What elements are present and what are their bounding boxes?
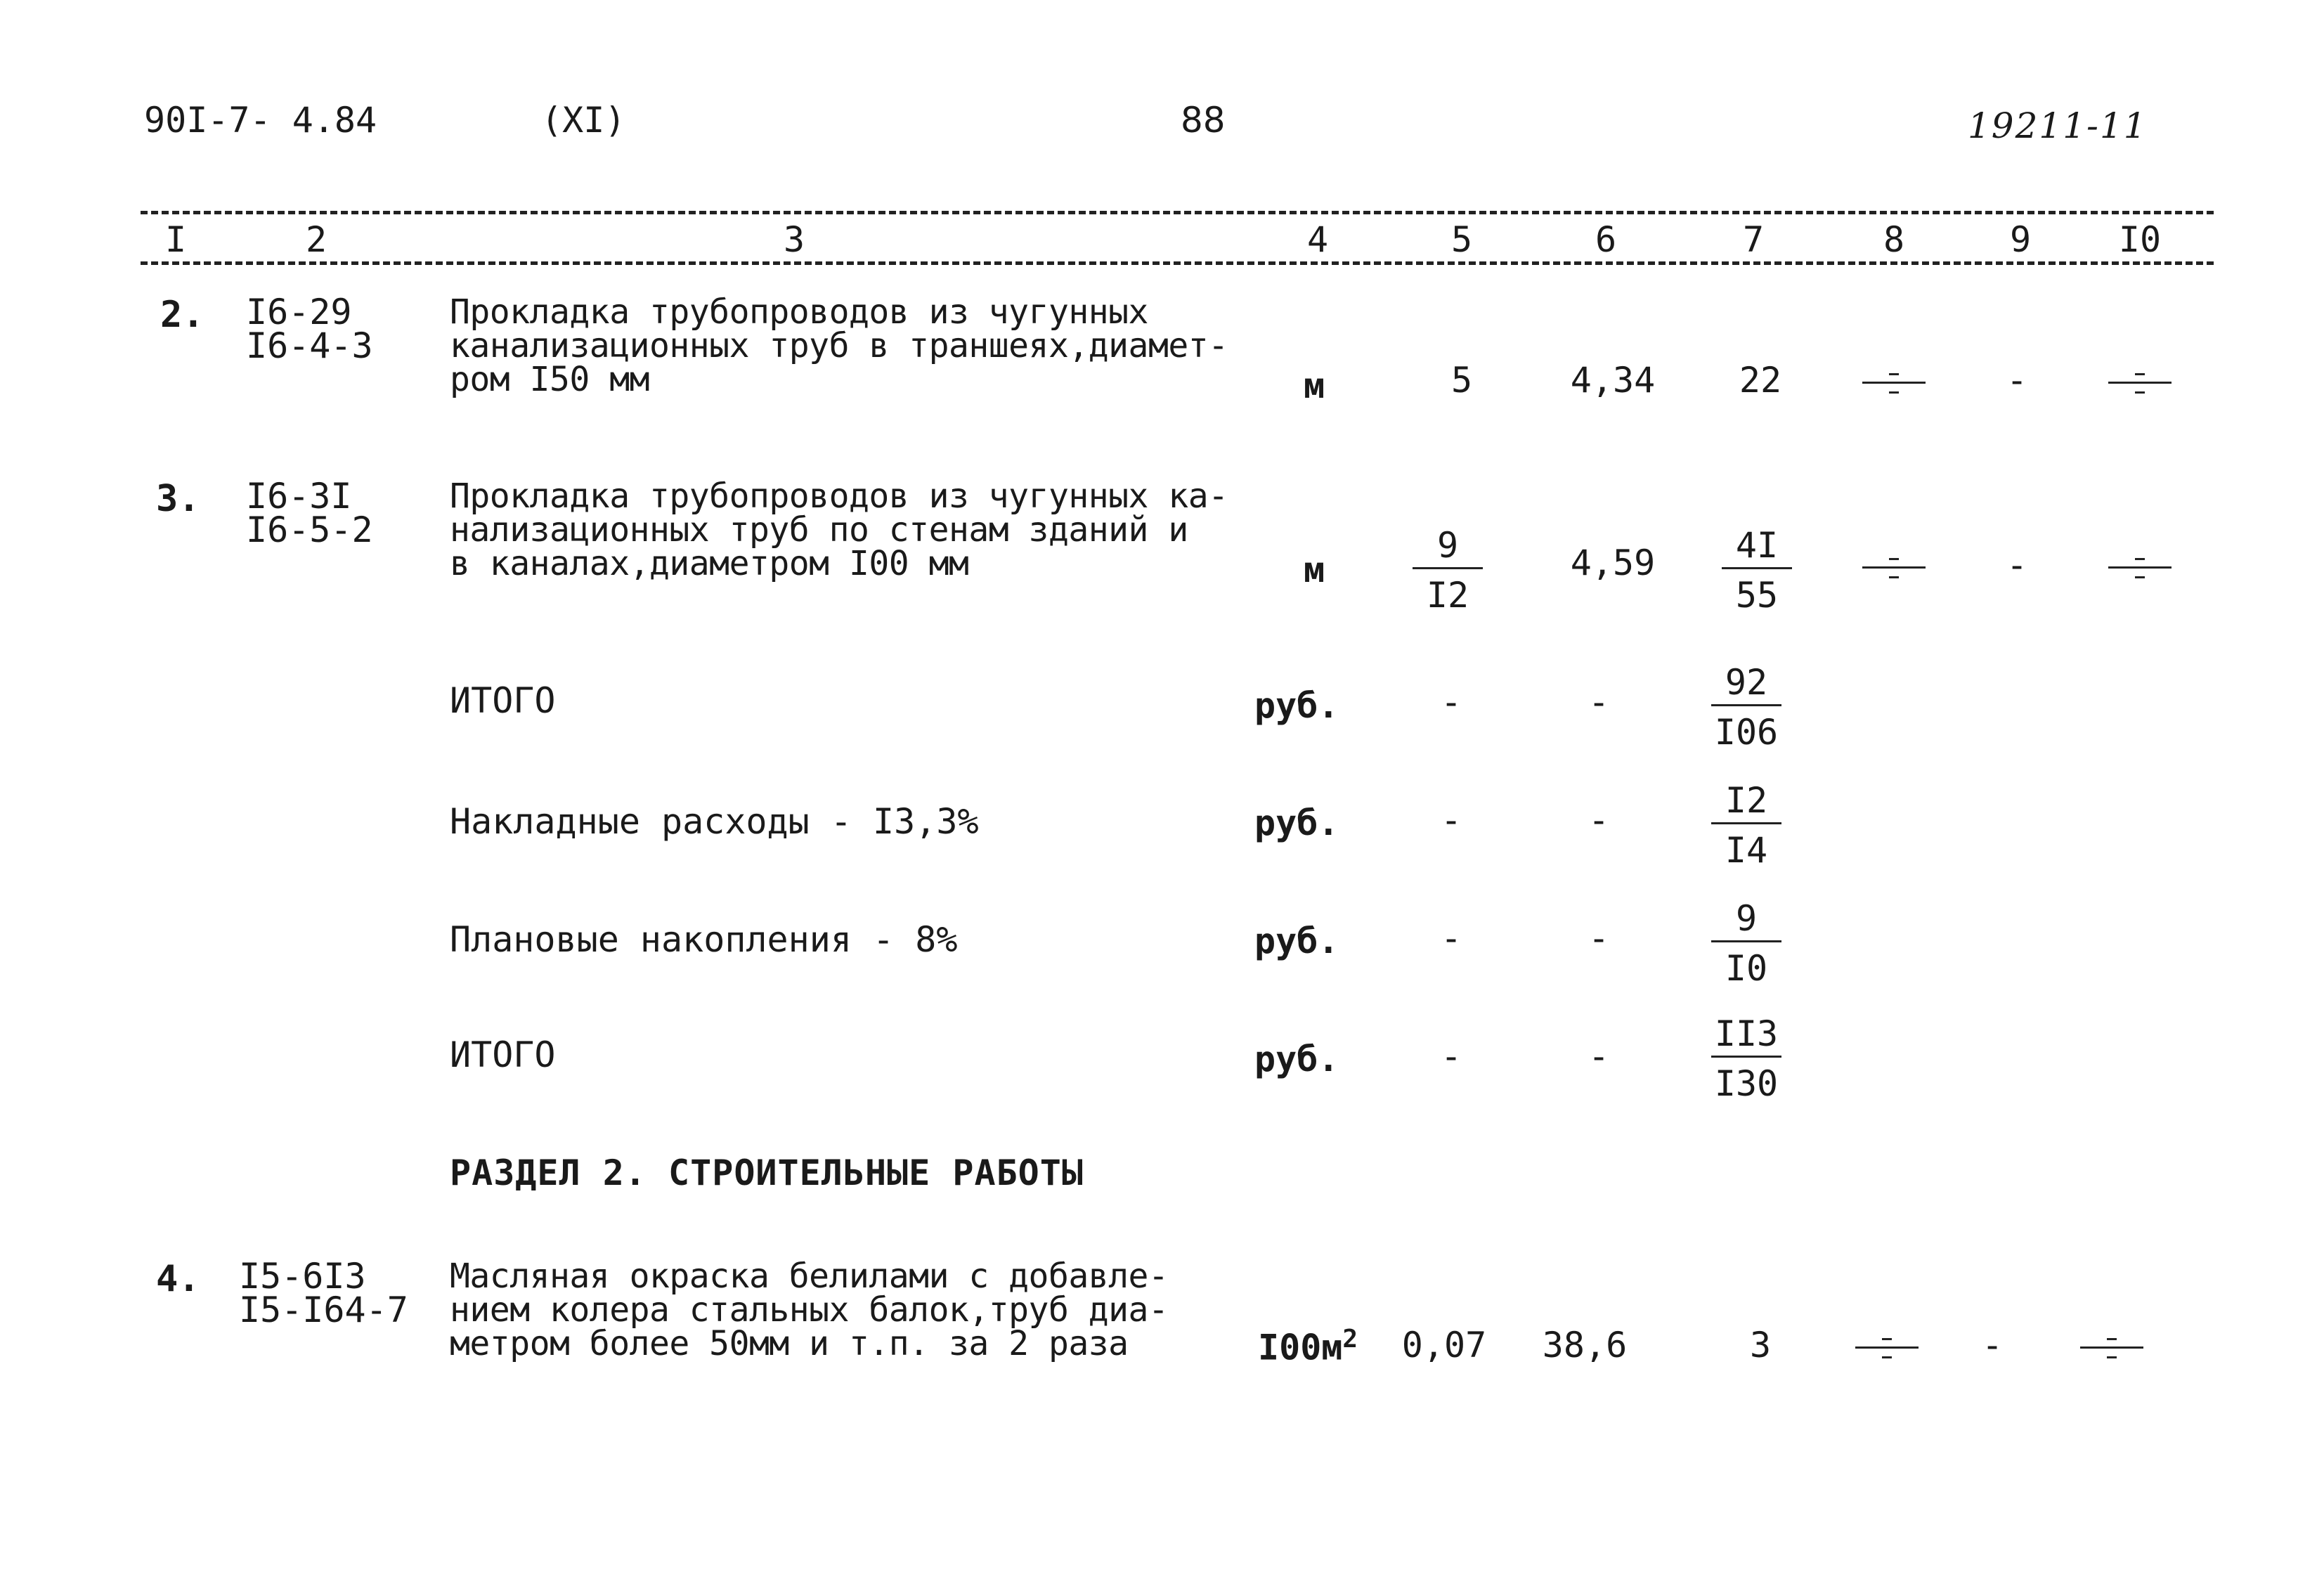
column-header-6: 6 [1595,219,1617,260]
fraction-numerator: 92 [1711,661,1781,706]
column-header-7: 7 [1742,219,1765,260]
work-description-line: нализационных труб по стенам зданий и [450,510,1188,550]
work-description-line: Прокладка трубопроводов из чугунных [450,292,1148,332]
quantity: 0,07 [1401,1325,1487,1365]
summary-col5: - [1440,682,1462,722]
column-9-value: - [2006,360,2028,401]
summary-col6: - [1588,1036,1610,1077]
document-code: 90I-7- 4.84 [144,100,377,141]
fraction-denominator: 55 [1735,575,1779,616]
norm-code: I5-I64-7 [239,1290,408,1330]
norm-code: I5-6I3 [239,1256,366,1297]
column-header-3: 3 [783,219,805,260]
summary-col6: - [1588,918,1610,959]
work-description-line: Прокладка трубопроводов из чугунных ка- [450,476,1228,516]
norm-code: I6-4-3 [246,325,373,366]
summary-label: Плановые накопления - 8% [450,919,958,960]
summary-label: ИТОГО [450,1034,556,1075]
summary-unit: руб. [1254,685,1339,726]
summary-label: ИТОГО [450,680,556,721]
ditto-mark [1862,362,1926,404]
row-number: 2. [160,294,205,336]
fraction-numerator: II3 [1711,1012,1781,1058]
summary-unit: руб. [1254,921,1339,961]
column-header-5: 5 [1450,219,1473,260]
quantity-fraction [1395,524,1500,617]
summary-col5: - [1440,918,1462,959]
summary-unit: руб. [1254,803,1339,843]
work-description-line: Масляная окраска белилами с добавле- [450,1257,1169,1296]
row-number: 3. [156,478,200,520]
album-number: (XI) [541,100,626,141]
summary-col5: - [1440,800,1462,841]
column-9-value: - [2006,545,2028,585]
work-description-line: канализационных труб в траншеях,диамет- [450,326,1228,365]
ditto-mark [1855,1327,1919,1369]
unit-price: 38,6 [1542,1325,1628,1365]
ditto-mark [2108,547,2172,589]
summary-total-fraction [1694,661,1799,754]
unit-of-measure: м [1304,550,1325,590]
unit-of-measure [1258,1325,1358,1368]
fraction-denominator: I06 [1714,712,1779,753]
ditto-mark [1862,547,1926,589]
header-bottom-rule [141,261,2214,265]
fraction-numerator: 9 [1711,897,1781,942]
column-9-value: - [1981,1325,2004,1365]
unit-price: 4,34 [1570,360,1656,401]
handwritten-reference: 19211-11 [1968,105,2148,146]
unit-exponent: 2 [1342,1325,1358,1354]
work-description-line: ром I50 мм [450,360,649,399]
column-header-4: 4 [1306,219,1329,260]
column-header-9: 9 [2009,219,2032,260]
summary-col6: - [1588,682,1610,722]
work-description-line: в каналах,диаметром I00 мм [450,544,969,583]
header-top-rule [141,211,2214,214]
fraction-denominator: I4 [1725,830,1768,871]
summary-total-fraction [1694,897,1799,990]
summary-col6: - [1588,800,1610,841]
norm-code: I6-5-2 [246,510,373,550]
norm-code: I6-3I [246,476,352,517]
summary-total-fraction [1694,1012,1799,1105]
page-number: 88 [1181,100,1226,141]
total-cost-fraction [1704,524,1810,617]
fraction-numerator: I2 [1711,779,1781,824]
unit-base: I00м [1258,1327,1343,1368]
unit-of-measure: м [1304,365,1325,406]
column-header-2: 2 [305,219,327,260]
summary-total-fraction [1694,779,1799,872]
fraction-denominator: I30 [1714,1063,1779,1104]
work-description-line: метром более 50мм и т.п. за 2 раза [450,1324,1129,1363]
fraction-numerator: 4I [1722,524,1792,569]
quantity: 5 [1450,360,1473,401]
total-cost: 22 [1739,360,1782,401]
column-header-10: I0 [2118,219,2162,260]
fraction-denominator: I0 [1725,948,1768,989]
summary-unit: руб. [1254,1039,1339,1079]
summary-col5: - [1440,1036,1462,1077]
work-description-line: нием колера стальных балок,труб диа- [450,1290,1169,1330]
ditto-mark [2080,1327,2143,1369]
unit-price: 4,59 [1570,543,1656,583]
total-cost: 3 [1749,1325,1772,1365]
section-title: РАЗДЕЛ 2. СТРОИТЕЛЬНЫЕ РАБОТЫ [450,1153,1084,1193]
summary-label: Накладные расходы - I3,3% [450,801,979,842]
fraction-denominator: I2 [1426,575,1469,616]
row-number: 4. [156,1258,200,1300]
ditto-mark [2108,362,2172,404]
column-header-8: 8 [1883,219,1905,260]
fraction-numerator: 9 [1413,524,1483,569]
norm-code: I6-29 [246,292,352,332]
column-header-1: I [164,219,187,260]
